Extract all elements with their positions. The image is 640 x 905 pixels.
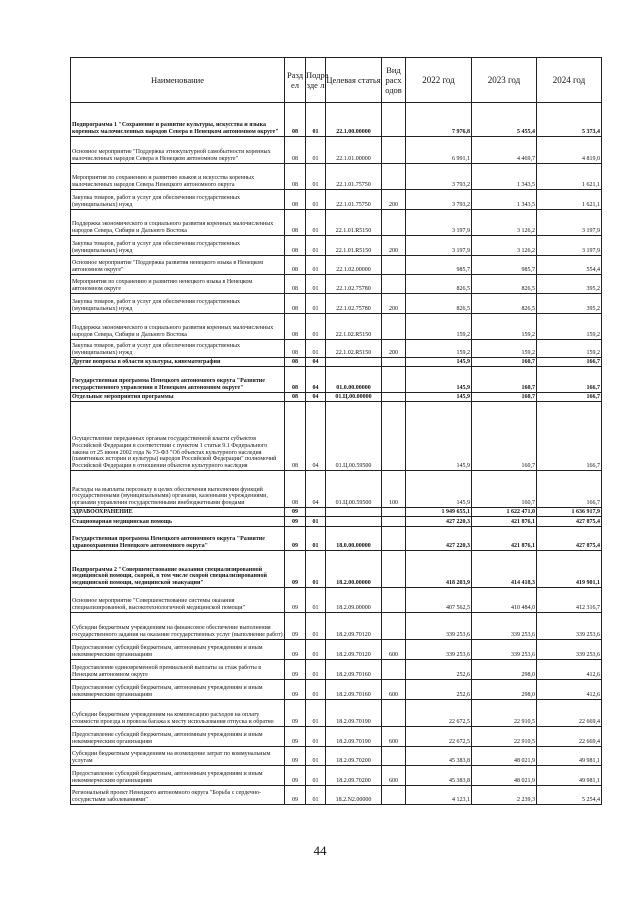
cell-subsection: 01 — [306, 551, 326, 588]
cell-subsection: 01 — [306, 766, 326, 786]
cell-expense-type — [382, 747, 406, 766]
cell-name: Региональный проект Ненецкого автономного округа "Борьба с сердечно-сосудистыми заболеваниями" — [71, 786, 285, 805]
cell-2023: 22 910,5 — [472, 727, 537, 747]
cell-2023: 826,5 — [472, 275, 537, 294]
cell-name: Основное мероприятие "Поддержка этнокультурной самобытности коренных малочисленных народов Севера в Ненецком автономном округе" — [71, 137, 285, 164]
cell-name: Закупка товаров, работ и услуг для обеспечения государственных (муниципальных) нужд — [71, 294, 285, 314]
cell-2024: 5 254,4 — [537, 786, 602, 805]
cell-section: 09 — [285, 727, 306, 747]
cell-name: Стационарная медицинская помощь — [71, 517, 285, 527]
header-target-article: Целевая статья — [326, 58, 382, 103]
cell-expense-type — [382, 103, 406, 137]
header-expense-type: Вид расх одов — [382, 58, 406, 103]
cell-2024: 166,7 — [537, 393, 602, 402]
cell-expense-type: 200 — [382, 294, 406, 314]
cell-subsection: 01 — [306, 256, 326, 275]
table-row — [71, 700, 602, 727]
cell-2022: 159,2 — [406, 314, 472, 340]
table-row — [71, 103, 602, 137]
budget-document — [70, 57, 601, 805]
cell-2022: 252,6 — [406, 680, 472, 700]
cell-target-article: 18.2.09.70190 — [326, 727, 382, 747]
cell-2022: 826,5 — [406, 294, 472, 314]
table-row — [71, 517, 602, 527]
cell-2023: 2 239,3 — [472, 786, 537, 805]
header-name: Наименование — [71, 58, 285, 103]
cell-expense-type — [382, 393, 406, 402]
cell-2022: 6 991,1 — [406, 137, 472, 164]
cell-2024: 166,7 — [537, 367, 602, 393]
budget-table — [70, 57, 602, 805]
cell-name: Предоставление единовременной премиальной выплаты за стаж работы в Ненецком автономном округе — [71, 660, 285, 680]
cell-2022: 252,6 — [406, 660, 472, 680]
cell-section: 08 — [285, 275, 306, 294]
cell-2024: 159,2 — [537, 340, 602, 358]
cell-expense-type — [382, 588, 406, 613]
cell-name: Закупка товаров, работ и услуг для обеспечения государственных (муниципальных) нужд — [71, 190, 285, 210]
cell-name: Государственная программа Ненецкого автономного округа "Развитие здравоохранения Ненецкого автономного округа" — [71, 527, 285, 551]
cell-name: Предоставление субсидий бюджетным, автономным учреждениям и иным некоммерческим организациям — [71, 640, 285, 660]
cell-target-article: 18.2.09.70200 — [326, 747, 382, 766]
cell-2023: 298,0 — [472, 660, 537, 680]
cell-target-article: 01.0.00.00000 — [326, 367, 382, 393]
cell-section: 08 — [285, 393, 306, 402]
cell-name: Подпрограмма 2 "Совершенствование оказания специализированной медицинской помощи, скорой, в том числе скорой специализированной медицинской помощи, медицинской эвакуации" — [71, 551, 285, 588]
cell-section: 09 — [285, 588, 306, 613]
cell-section: 08 — [285, 190, 306, 210]
cell-2022: 339 253,6 — [406, 613, 472, 640]
cell-expense-type — [382, 358, 406, 367]
cell-2024: 412 316,7 — [537, 588, 602, 613]
cell-2022: 4 123,1 — [406, 786, 472, 805]
cell-2022: 427 220,3 — [406, 527, 472, 551]
cell-2023: 339 253,6 — [472, 640, 537, 660]
cell-2022: 1 949 655,1 — [406, 508, 472, 517]
cell-expense-type — [382, 256, 406, 275]
cell-2024: 3 197,9 — [537, 210, 602, 236]
cell-name: Предоставление субсидий бюджетным, автономным учреждениям и иным некоммерческим организациям — [71, 766, 285, 786]
cell-name: Закупка товаров, работ и услуг для обеспечения государственных (муниципальных) нужд — [71, 340, 285, 358]
cell-section: 09 — [285, 508, 306, 517]
cell-2022: 45 383,8 — [406, 747, 472, 766]
cell-2024: 412,6 — [537, 680, 602, 700]
cell-2022: 339 253,6 — [406, 640, 472, 660]
cell-name: Основное мероприятие "Поддержка развития ненецкого языка в Ненецком автономном округе" — [71, 256, 285, 275]
cell-name: Поддержка экономического и социального развития коренных малочисленных народов Севера, Сибири и Дальнего Востока — [71, 210, 285, 236]
cell-target-article: 18.2.00.00000 — [326, 551, 382, 588]
header-subsection: Подра зде л — [306, 58, 326, 103]
cell-subsection: 01 — [306, 275, 326, 294]
cell-2024: 395,2 — [537, 275, 602, 294]
table-row — [71, 471, 602, 508]
table-row — [71, 210, 602, 236]
cell-2024: 166,7 — [537, 402, 602, 471]
cell-subsection: 04 — [306, 393, 326, 402]
table-row — [71, 164, 602, 190]
cell-subsection: 04 — [306, 358, 326, 367]
cell-expense-type — [382, 210, 406, 236]
cell-target-article: 01.Ц.00.00000 — [326, 393, 382, 402]
cell-2023: 414 418,3 — [472, 551, 537, 588]
cell-target-article: 18.2.09.70120 — [326, 613, 382, 640]
cell-2023: 160,7 — [472, 358, 537, 367]
cell-2023: 22 910,5 — [472, 700, 537, 727]
cell-2023: 826,5 — [472, 294, 537, 314]
cell-2022: 145,9 — [406, 367, 472, 393]
cell-2023: 48 021,9 — [472, 747, 537, 766]
cell-2024: 412,6 — [537, 660, 602, 680]
cell-expense-type: 200 — [382, 340, 406, 358]
page-number: 44 — [313, 843, 327, 858]
cell-target-article — [326, 508, 382, 517]
cell-subsection: 01 — [306, 190, 326, 210]
cell-2024: 554,4 — [537, 256, 602, 275]
table-row — [71, 367, 602, 393]
table-row — [71, 551, 602, 588]
table-row — [71, 613, 602, 640]
cell-section: 08 — [285, 294, 306, 314]
cell-name: Подпрограмма 1 "Сохранение и развитие культуры, искусства и языка коренных малочисленных народов Севера в Ненецком автономном округе" — [71, 103, 285, 137]
cell-2024: 5 373,4 — [537, 103, 602, 137]
table-row — [71, 766, 602, 786]
cell-2022: 3 197,9 — [406, 236, 472, 256]
cell-2023: 3 126,2 — [472, 236, 537, 256]
cell-subsection: 01 — [306, 164, 326, 190]
cell-2024: 339 253,6 — [537, 613, 602, 640]
cell-subsection: 01 — [306, 640, 326, 660]
table-row — [71, 402, 602, 471]
cell-name: Другие вопросы в области культуры, кинематографии — [71, 358, 285, 367]
cell-section: 09 — [285, 640, 306, 660]
cell-expense-type: 600 — [382, 640, 406, 660]
cell-2023: 1 343,5 — [472, 164, 537, 190]
cell-subsection: 01 — [306, 210, 326, 236]
cell-subsection: 01 — [306, 294, 326, 314]
cell-section: 09 — [285, 517, 306, 527]
cell-2022: 826,5 — [406, 275, 472, 294]
cell-section: 09 — [285, 786, 306, 805]
table-row — [71, 680, 602, 700]
cell-section: 09 — [285, 747, 306, 766]
cell-expense-type: 600 — [382, 680, 406, 700]
cell-target-article: 18.2.09.00000 — [326, 588, 382, 613]
cell-2022: 3 197,9 — [406, 210, 472, 236]
cell-2024: 3 197,9 — [537, 236, 602, 256]
cell-2023: 1 343,5 — [472, 190, 537, 210]
table-row — [71, 660, 602, 680]
cell-2022: 407 562,5 — [406, 588, 472, 613]
header-year-2024: 2024 год — [537, 58, 602, 103]
cell-expense-type — [382, 700, 406, 727]
cell-name: Мероприятия по сохранению и развитию ненецкого языка в Ненецком автономном округе — [71, 275, 285, 294]
cell-section: 08 — [285, 402, 306, 471]
cell-2023: 410 484,0 — [472, 588, 537, 613]
cell-section: 08 — [285, 103, 306, 137]
cell-expense-type: 200 — [382, 236, 406, 256]
cell-2024: 427 875,4 — [537, 517, 602, 527]
cell-subsection: 01 — [306, 660, 326, 680]
cell-2023: 160,7 — [472, 402, 537, 471]
table-row — [71, 137, 602, 164]
table-row — [71, 393, 602, 402]
cell-name: Осуществление переданных органам государственной власти субъектов Российской Федерации в соответствии с пунктом 1 статьи 9.1 Федерального закона от 25 июня 2002 года № 73-ФЗ "Об объектах культурного наследия (памятниках истории и культуры) народов Российской Федерации" полномочий Российской Федерации в отношении объектов культурного наследия — [71, 402, 285, 471]
cell-name: Закупка товаров, работ и услуг для обеспечения государственных (муниципальных) нужд — [71, 236, 285, 256]
cell-name: Отдельные мероприятия программы — [71, 393, 285, 402]
cell-2023: 160,7 — [472, 367, 537, 393]
cell-2024: 339 253,6 — [537, 640, 602, 660]
cell-target-article — [326, 517, 382, 527]
cell-expense-type — [382, 402, 406, 471]
cell-expense-type — [382, 613, 406, 640]
cell-subsection: 01 — [306, 236, 326, 256]
table-row — [71, 727, 602, 747]
cell-subsection: 04 — [306, 402, 326, 471]
cell-2022: 22 672,5 — [406, 727, 472, 747]
cell-section: 08 — [285, 367, 306, 393]
cell-expense-type — [382, 517, 406, 527]
cell-target-article: 18.2.09.70200 — [326, 766, 382, 786]
cell-name: Субсидии бюджетным учреждениям на возмещение затрат по коммунальным услугам — [71, 747, 285, 766]
cell-expense-type — [382, 551, 406, 588]
cell-expense-type — [382, 137, 406, 164]
cell-subsection: 01 — [306, 680, 326, 700]
cell-2023: 5 455,4 — [472, 103, 537, 137]
cell-subsection: 01 — [306, 700, 326, 727]
table-row — [71, 588, 602, 613]
cell-section: 08 — [285, 358, 306, 367]
cell-2023: 160,7 — [472, 393, 537, 402]
cell-2024: 4 819,0 — [537, 137, 602, 164]
cell-target-article: 22.1.02.R5150 — [326, 314, 382, 340]
cell-section: 08 — [285, 210, 306, 236]
cell-2022: 45 383,8 — [406, 766, 472, 786]
cell-2024: 166,7 — [537, 471, 602, 508]
cell-section: 08 — [285, 137, 306, 164]
cell-expense-type: 600 — [382, 766, 406, 786]
cell-name: Государственная программа Ненецкого автономного округа "Развитие государственного управления в Ненецком автономном округе" — [71, 367, 285, 393]
cell-target-article — [326, 358, 382, 367]
cell-name: ЗДРАВООХРАНЕНИЕ — [71, 508, 285, 517]
cell-section: 08 — [285, 164, 306, 190]
cell-subsection: 01 — [306, 786, 326, 805]
cell-expense-type: 600 — [382, 727, 406, 747]
cell-2022: 427 220,3 — [406, 517, 472, 527]
cell-2024: 1 621,1 — [537, 190, 602, 210]
cell-subsection: 01 — [306, 588, 326, 613]
cell-name: Предоставление субсидий бюджетным, автономным учреждениям и иным некоммерческим организациям — [71, 680, 285, 700]
cell-2024: 159,2 — [537, 314, 602, 340]
table-row — [71, 527, 602, 551]
cell-subsection — [306, 508, 326, 517]
cell-target-article: 22.1.01.R5150 — [326, 236, 382, 256]
cell-2024: 49 981,1 — [537, 766, 602, 786]
cell-expense-type — [382, 367, 406, 393]
cell-section: 09 — [285, 700, 306, 727]
cell-target-article: 18.2.09.70190 — [326, 700, 382, 727]
table-row — [71, 508, 602, 517]
cell-target-article: 18.2.09.70160 — [326, 660, 382, 680]
table-row — [71, 275, 602, 294]
cell-target-article: 22.1.01.75750 — [326, 190, 382, 210]
cell-section: 08 — [285, 471, 306, 508]
cell-2024: 419 901,1 — [537, 551, 602, 588]
cell-section: 09 — [285, 660, 306, 680]
cell-section: 08 — [285, 340, 306, 358]
table-body — [71, 103, 602, 805]
cell-subsection: 01 — [306, 613, 326, 640]
table-row — [71, 294, 602, 314]
cell-target-article: 22.1.00.00000 — [326, 103, 382, 137]
cell-target-article: 18.0.00.00000 — [326, 527, 382, 551]
cell-name: Предоставление субсидий бюджетным, автономным учреждениям и иным некоммерческим организациям — [71, 727, 285, 747]
cell-section: 08 — [285, 314, 306, 340]
cell-subsection: 01 — [306, 137, 326, 164]
cell-2024: 22 669,4 — [537, 700, 602, 727]
cell-2023: 3 126,2 — [472, 210, 537, 236]
cell-subsection: 01 — [306, 527, 326, 551]
cell-target-article: 22.1.02.75780 — [326, 294, 382, 314]
cell-2023: 159,2 — [472, 314, 537, 340]
table-row — [71, 786, 602, 805]
cell-2023: 985,7 — [472, 256, 537, 275]
table-row — [71, 640, 602, 660]
cell-name: Поддержка экономического и социального развития коренных малочисленных народов Севера, Сибири и Дальнего Востока — [71, 314, 285, 340]
cell-2023: 48 021,9 — [472, 766, 537, 786]
cell-2023: 339 253,6 — [472, 613, 537, 640]
cell-subsection: 04 — [306, 367, 326, 393]
cell-2023: 159,2 — [472, 340, 537, 358]
cell-2022: 418 203,9 — [406, 551, 472, 588]
cell-expense-type — [382, 314, 406, 340]
cell-subsection: 01 — [306, 314, 326, 340]
cell-target-article: 22.1.02.00000 — [326, 256, 382, 275]
cell-2022: 145,9 — [406, 358, 472, 367]
cell-2024: 1 621,1 — [537, 164, 602, 190]
cell-subsection: 01 — [306, 517, 326, 527]
cell-target-article: 01.Ц.00.59500 — [326, 402, 382, 471]
table-row — [71, 190, 602, 210]
cell-section: 09 — [285, 766, 306, 786]
cell-2023: 421 876,1 — [472, 527, 537, 551]
cell-section: 09 — [285, 527, 306, 551]
cell-name: Субсидии бюджетным учреждениям на финансовое обеспечение выполнения государственного задания на оказание государственных услуг (выполнение работ) — [71, 613, 285, 640]
cell-subsection: 01 — [306, 103, 326, 137]
cell-subsection: 01 — [306, 747, 326, 766]
cell-expense-type — [382, 660, 406, 680]
cell-target-article: 22.1.01.75750 — [326, 164, 382, 190]
cell-2024: 22 669,4 — [537, 727, 602, 747]
cell-2022: 22 672,5 — [406, 700, 472, 727]
header-year-2023: 2023 год — [472, 58, 537, 103]
table-row — [71, 340, 602, 358]
cell-subsection: 01 — [306, 727, 326, 747]
cell-target-article: 22.1.02.75780 — [326, 275, 382, 294]
cell-2022: 985,7 — [406, 256, 472, 275]
table-row — [71, 314, 602, 340]
cell-expense-type — [382, 164, 406, 190]
cell-2023: 160,7 — [472, 471, 537, 508]
cell-name: Субсидии бюджетным учреждениям на компенсацию расходов на оплату стоимости проезда и провоза багажа к месту использования отпуска и обратно — [71, 700, 285, 727]
cell-2022: 145,9 — [406, 402, 472, 471]
cell-section: 09 — [285, 551, 306, 588]
cell-2024: 166,7 — [537, 358, 602, 367]
cell-target-article: 18.2.N2.00000 — [326, 786, 382, 805]
cell-section: 09 — [285, 613, 306, 640]
cell-target-article: 18.2.09.70120 — [326, 640, 382, 660]
cell-2023: 1 622 471,0 — [472, 508, 537, 517]
cell-expense-type — [382, 786, 406, 805]
cell-2024: 49 981,1 — [537, 747, 602, 766]
table-row — [71, 236, 602, 256]
cell-name: Мероприятия по сохранению и развитию языков и искусства коренных малочисленных народов Севера Ненецкого автономного округа — [71, 164, 285, 190]
cell-target-article: 22.1.02.R5150 — [326, 340, 382, 358]
cell-section: 09 — [285, 680, 306, 700]
cell-expense-type — [382, 527, 406, 551]
cell-2023: 421 876,1 — [472, 517, 537, 527]
cell-2022: 145,9 — [406, 393, 472, 402]
header-section: Разд ел — [285, 58, 306, 103]
cell-section: 08 — [285, 256, 306, 275]
cell-2022: 3 793,2 — [406, 190, 472, 210]
cell-subsection: 01 — [306, 340, 326, 358]
cell-target-article: 22.1.01.R5150 — [326, 210, 382, 236]
cell-2022: 7 976,8 — [406, 103, 472, 137]
table-row — [71, 747, 602, 766]
cell-target-article: 01.Ц.00.59500 — [326, 471, 382, 508]
cell-2024: 427 875,4 — [537, 527, 602, 551]
table-row — [71, 358, 602, 367]
cell-target-article: 18.2.09.70160 — [326, 680, 382, 700]
cell-2024: 1 636 917,9 — [537, 508, 602, 517]
cell-name: Расходы на выплаты персоналу в целях обеспечения выполнения функций государственными (муниципальными) органами, казенными учреждениями, органами управления государственными внебюджетными фондами — [71, 471, 285, 508]
cell-section: 08 — [285, 236, 306, 256]
cell-name: Основное мероприятие "Совершенствование системы оказания специализированной, высокотехнологичной медицинской помощи" — [71, 588, 285, 613]
cell-target-article: 22.1.01.00000 — [326, 137, 382, 164]
header-year-2022: 2022 год — [406, 58, 472, 103]
cell-expense-type: 100 — [382, 471, 406, 508]
cell-2023: 4 469,7 — [472, 137, 537, 164]
table-header-row — [71, 58, 602, 103]
cell-subsection: 04 — [306, 471, 326, 508]
cell-expense-type: 200 — [382, 190, 406, 210]
table-row — [71, 256, 602, 275]
cell-2022: 3 793,2 — [406, 164, 472, 190]
cell-2022: 159,2 — [406, 340, 472, 358]
cell-expense-type — [382, 508, 406, 517]
cell-2023: 298,0 — [472, 680, 537, 700]
cell-2022: 145,9 — [406, 471, 472, 508]
cell-2024: 395,2 — [537, 294, 602, 314]
cell-expense-type — [382, 275, 406, 294]
